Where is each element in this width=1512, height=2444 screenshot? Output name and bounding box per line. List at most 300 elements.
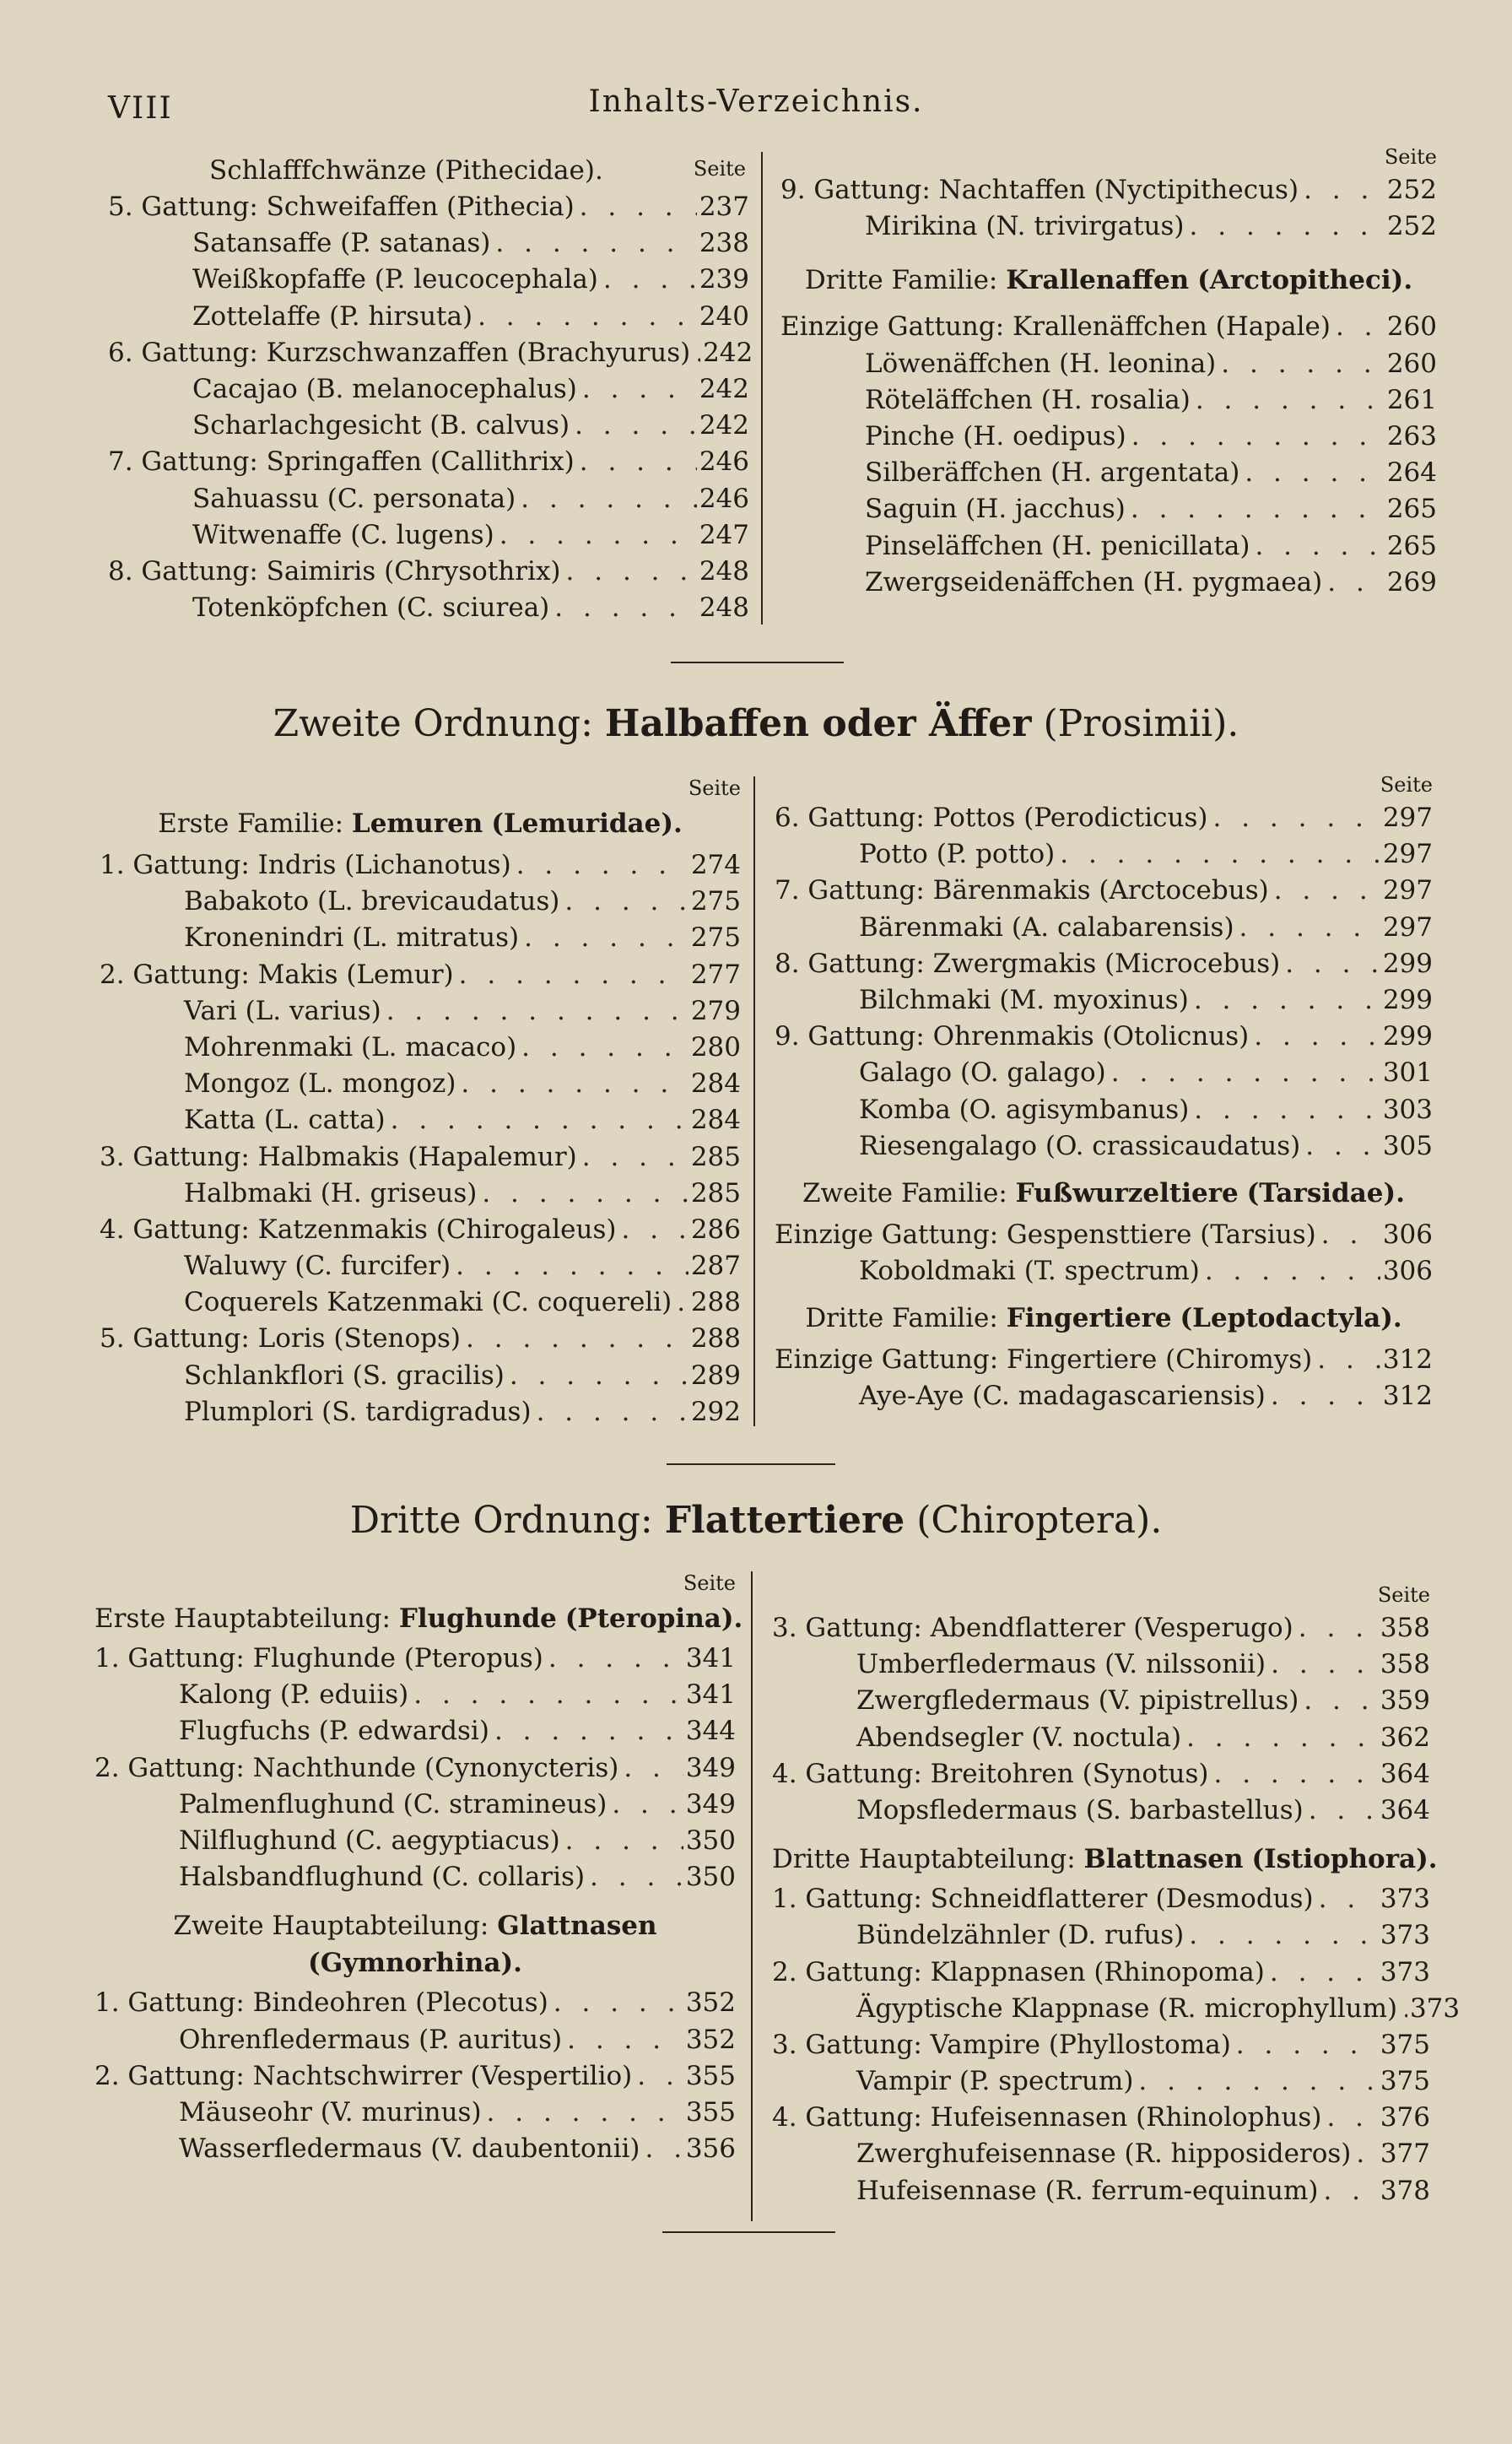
dot-leader — [1293, 1610, 1378, 1646]
entry-label: Katta (L. catta) — [184, 1105, 386, 1136]
genus-entry — [94, 1641, 736, 1677]
dot-leader — [690, 335, 700, 371]
genus-entry — [775, 800, 1433, 836]
page-ref: 264 — [1386, 457, 1437, 489]
genus-entry — [780, 172, 1437, 208]
genus-entry — [775, 946, 1433, 982]
column-divider — [761, 152, 763, 625]
dot-leader — [585, 1859, 683, 1895]
page-ref: 269 — [1386, 566, 1437, 597]
entry-label: 1. Gattung: Indris (Lichanotus) — [100, 850, 511, 880]
page-ref: 275 — [690, 922, 741, 954]
entry-list — [775, 1217, 1433, 1290]
dot-leader — [1299, 172, 1385, 208]
entry-label: Witwenaffe (C. lugens) — [192, 519, 494, 550]
page-ref: 261 — [1386, 384, 1437, 415]
order-prefix: Zweite Ordnung: — [273, 702, 593, 745]
entry-label: 6. Gattung: Kurzschwanzaffen (Brachyurus) — [108, 337, 691, 368]
dot-leader — [1126, 419, 1385, 455]
species-entry — [108, 225, 749, 262]
dot-leader — [1209, 1756, 1379, 1792]
page-ref: 265 — [1386, 530, 1437, 561]
species-entry — [775, 1253, 1433, 1290]
family-heading: Schlafffchwänze (Pithecidae). — [209, 155, 603, 186]
entry-label: Umberfledermaus (V. nilssonii) — [856, 1649, 1266, 1680]
dot-leader — [616, 1212, 688, 1248]
page-ref: 344 — [685, 1716, 736, 1747]
page-ref: 373 — [1380, 1920, 1430, 1951]
species-entry — [780, 455, 1437, 491]
dot-leader — [1133, 2063, 1378, 2100]
entry-label: 9. Gattung: Nachtaffen (Nyctipithecus) — [780, 175, 1299, 205]
dot-leader — [490, 225, 697, 262]
entry-label: 7. Gattung: Springaffen (Callithrix) — [108, 446, 575, 478]
genus-entry — [775, 873, 1433, 909]
entry-label: Einzige Gattung: Gespensttiere (Tarsius) — [775, 1219, 1316, 1250]
species-entry — [100, 1394, 741, 1430]
entry-label: 4. Gattung: Hufeisennasen (Rhinolophus) — [772, 2102, 1322, 2133]
species-entry — [780, 565, 1437, 601]
entry-list — [780, 309, 1437, 601]
dot-leader — [505, 1358, 688, 1394]
dot-leader — [1280, 946, 1380, 982]
entry-label: Coquerels Katzenmaki (C. coquereli) — [184, 1287, 672, 1318]
family-latin: (Pteropina). — [564, 1603, 743, 1634]
dot-leader — [456, 1066, 688, 1102]
family-prefix: Zweite Familie: — [802, 1177, 1007, 1208]
species-entry — [100, 1066, 741, 1102]
species-entry — [772, 1720, 1430, 1756]
page-ref: 279 — [690, 995, 741, 1026]
entry-label: Aye-Aye (C. madagascariensis) — [859, 1381, 1266, 1412]
page-ref: 312 — [1382, 1381, 1433, 1412]
species-entry — [100, 884, 741, 920]
dot-leader — [575, 189, 697, 225]
species-entry — [100, 1358, 741, 1394]
dot-leader — [1397, 1991, 1407, 2027]
dot-leader — [559, 884, 688, 920]
page-ref: 275 — [690, 886, 741, 917]
entry-list — [108, 189, 753, 626]
genus-entry — [772, 1610, 1430, 1646]
entry-label: 3. Gattung: Halbmakis (Hapalemur) — [100, 1141, 577, 1172]
page-ref: 297 — [1382, 911, 1433, 943]
entry-label: Flugfuchs (P. edwardsi) — [179, 1716, 489, 1747]
entry-label: Bärenmaki (A. calabarensis) — [859, 911, 1234, 943]
entry-label: 5. Gattung: Schweifaffen (Pithecia) — [108, 192, 575, 222]
dot-leader — [1126, 491, 1385, 527]
dot-leader — [489, 1713, 683, 1749]
page-ref: 364 — [1380, 1794, 1430, 1825]
entry-label: Einzige Gattung: Krallenäffchen (Hapale) — [780, 311, 1331, 343]
species-entry — [775, 1055, 1433, 1091]
dot-leader — [1239, 455, 1385, 491]
dot-leader — [451, 1248, 688, 1284]
dot-leader — [1231, 2027, 1378, 2063]
short-rule — [671, 662, 844, 663]
page-ref: 299 — [1382, 948, 1433, 979]
page-ref: 248 — [699, 555, 749, 587]
family-heading — [94, 1907, 736, 1982]
entry-label: Weißkopfaffe (P. leucocephala) — [192, 264, 598, 295]
dot-leader — [618, 1750, 683, 1787]
species-entry — [94, 2022, 736, 2058]
family-prefix: Dritte Familie: — [805, 1303, 998, 1334]
entry-label: 9. Gattung: Ohrenmakis (Otolicnus) — [775, 1021, 1250, 1052]
genus-entry — [780, 309, 1437, 345]
dot-leader — [461, 1321, 688, 1357]
page-ref: 359 — [1380, 1685, 1430, 1717]
order2-right-column — [775, 770, 1433, 1415]
page-ref: 373 — [1380, 1956, 1430, 1987]
entry-label: Hufeisennase (R. ferrum-equinum) — [856, 2175, 1319, 2206]
species-entry — [772, 1792, 1430, 1829]
family-prefix: Erste Hauptabteilung: — [94, 1603, 391, 1634]
entry-label: 2. Gattung: Nachthunde (Cynonycteris) — [94, 1752, 619, 1783]
entry-label: Ägyptische Klappnase (R. microphyllum) — [856, 1993, 1398, 2024]
genus-entry — [775, 1019, 1433, 1055]
dot-leader — [1184, 1917, 1378, 1954]
page-ref: 246 — [699, 446, 749, 478]
page-ref: 297 — [1382, 839, 1433, 870]
entry-label: 2. Gattung: Klappnasen (Rhinopoma) — [772, 1956, 1265, 1987]
dot-leader — [1189, 1092, 1380, 1128]
family-name: Fußwurzeltiere — [1015, 1177, 1239, 1208]
dot-leader — [516, 1030, 688, 1066]
species-entry — [772, 1991, 1461, 2027]
entry-label: Bilchmaki (M. myoxinus) — [859, 984, 1189, 1015]
dot-leader — [1331, 309, 1385, 345]
page-ref: 378 — [1380, 2175, 1430, 2206]
entry-label: Zwerghufeisennase (R. hipposideros) — [856, 2138, 1352, 2170]
entry-label: 1. Gattung: Bindeohren (Plecotus) — [94, 1987, 548, 2019]
page-ref: 246 — [699, 483, 749, 514]
page-ref: 352 — [685, 1987, 736, 2019]
genus-entry — [772, 1756, 1430, 1792]
dot-leader — [1351, 2136, 1378, 2172]
entry-list — [772, 1610, 1430, 1829]
dot-leader — [549, 590, 697, 626]
page-ref: 375 — [1380, 2066, 1430, 2097]
page-ref: 356 — [685, 2133, 736, 2165]
family-name: Glattnasen — [497, 1911, 657, 1942]
entry-label: Scharlachgesicht (B. calvus) — [192, 410, 570, 441]
entry-label: Mäuseohr (V. murinus) — [179, 2096, 482, 2128]
order-title — [0, 702, 1512, 745]
dot-leader — [494, 517, 697, 554]
dot-leader — [1312, 1342, 1380, 1378]
page-ref: 288 — [690, 1323, 741, 1354]
family-prefix: Zweite Hauptabteilung: — [173, 1911, 489, 1942]
page-ref: 274 — [690, 850, 741, 880]
page-ref: 289 — [690, 1360, 741, 1391]
family-prefix: Dritte Hauptabteilung: — [772, 1844, 1076, 1875]
entry-list — [775, 1342, 1433, 1414]
entry-label: 1. Gattung: Schneidflatterer (Desmodus) — [772, 1884, 1314, 1915]
page-ref: 299 — [1382, 984, 1433, 1015]
page-ref: 239 — [699, 264, 749, 295]
family-heading — [775, 1175, 1433, 1212]
short-rule — [667, 1463, 835, 1465]
species-entry — [94, 1713, 736, 1749]
entry-label: Babakoto (L. brevicaudatus) — [184, 886, 560, 917]
entry-label: Löwenäffchen (H. leonina) — [865, 348, 1217, 379]
family-latin: (Istiophora). — [1251, 1844, 1438, 1875]
entry-label: Galago (O. galago) — [859, 1057, 1106, 1089]
dot-leader — [482, 2095, 683, 2131]
family-heading — [100, 805, 741, 842]
entry-label: Kronenindri (L. mitratus) — [184, 922, 520, 954]
page-ref: 277 — [690, 959, 741, 990]
entry-label: 8. Gattung: Zwergmakis (Microcebus) — [775, 948, 1281, 979]
dot-leader — [386, 1102, 688, 1138]
species-entry — [108, 408, 749, 444]
page-ref: 303 — [1382, 1094, 1433, 1125]
seite-label: Seite — [688, 776, 741, 800]
dot-leader — [575, 444, 697, 480]
entry-label: Wasserfledermaus (V. daubentonii) — [179, 2133, 640, 2165]
entry-label: Zottelaffe (P. hirsuta) — [192, 300, 473, 332]
entry-label: Plumplori (S. tardigradus) — [184, 1396, 532, 1427]
family-heading — [775, 1300, 1433, 1337]
page-ref: 238 — [699, 228, 749, 259]
family-latin: (Lemuridae). — [491, 808, 683, 839]
dot-leader — [561, 554, 697, 590]
page-ref: 373 — [1409, 1993, 1461, 2024]
dot-leader — [1234, 910, 1380, 946]
entry-list — [94, 1985, 736, 2167]
entry-label: 6. Gattung: Pottos (Perodicticus) — [775, 803, 1208, 833]
page-ref: 292 — [690, 1396, 741, 1427]
species-entry — [94, 2095, 736, 2131]
entry-label: Halsbandflughund (C. collaris) — [179, 1862, 586, 1893]
page-ref: 242 — [703, 337, 753, 368]
species-entry — [100, 1030, 741, 1066]
species-entry — [94, 1787, 736, 1823]
family-prefix: Erste Familie: — [158, 808, 344, 839]
genus-entry — [100, 1139, 741, 1176]
entry-label: Palmenflughund (C. stramineus) — [179, 1788, 608, 1819]
page-ref: 341 — [685, 1643, 736, 1673]
page-ref: 252 — [1386, 175, 1437, 205]
family-heading — [772, 1841, 1438, 1878]
dot-leader — [454, 957, 688, 993]
entry-label: Pinseläffchen (H. penicillata) — [865, 530, 1250, 561]
entry-label: Potto (P. potto) — [859, 839, 1056, 870]
entry-label: Saguin (H. jacchus) — [865, 494, 1126, 525]
entry-label: Totenköpfchen (C. sciurea) — [192, 592, 550, 624]
entry-label: Röteläffchen (H. rosalia) — [865, 384, 1191, 415]
dot-leader — [1266, 1646, 1378, 1683]
top-right-column — [780, 142, 1437, 601]
page-ref: 306 — [1382, 1219, 1433, 1250]
page-ref: 301 — [1382, 1057, 1433, 1089]
dot-leader — [516, 481, 697, 517]
page-number: VIII — [108, 91, 173, 126]
page-ref: 285 — [690, 1177, 741, 1208]
dot-leader — [472, 299, 697, 335]
species-entry — [108, 481, 749, 517]
page-ref: 312 — [1382, 1344, 1433, 1376]
entry-label: Pinche (H. oedipus) — [865, 420, 1126, 451]
entry-label: Cacajao (B. melanocephalus) — [192, 373, 577, 404]
page-ref: 242 — [699, 410, 749, 441]
page-ref: 260 — [1386, 348, 1437, 379]
entry-label: Koboldmaki (T. spectrum) — [859, 1256, 1200, 1287]
species-entry — [108, 299, 749, 335]
page-ref: 285 — [690, 1141, 741, 1172]
species-entry — [100, 920, 741, 956]
species-entry — [780, 419, 1437, 455]
entry-label: Riesengalago (O. crassicaudatus) — [859, 1130, 1301, 1161]
order3-left-column — [94, 1568, 743, 2167]
species-entry — [780, 208, 1437, 245]
page-ref: 286 — [690, 1214, 741, 1245]
dot-leader — [543, 1641, 683, 1677]
species-entry — [772, 1917, 1430, 1954]
entry-label: 4. Gattung: Breitohren (Synotus) — [772, 1758, 1209, 1789]
order-name: Halbaffen oder Äffer — [604, 702, 1032, 745]
column-divider — [751, 1571, 753, 2221]
dot-leader — [1321, 2100, 1378, 2136]
genus-entry — [775, 1342, 1433, 1378]
species-entry — [94, 1677, 736, 1713]
order3-right-column — [772, 1580, 1461, 2209]
page-ref: 349 — [685, 1788, 736, 1819]
entry-label: Kalong (P. eduiis) — [179, 1679, 409, 1711]
entry-label: Mopsfledermaus (S. barbastellus) — [856, 1794, 1304, 1825]
species-entry — [775, 910, 1433, 946]
dot-leader — [560, 1823, 683, 1859]
entry-label: Mohrenmaki (L. macaco) — [184, 1031, 517, 1062]
species-entry — [100, 1102, 741, 1138]
entry-label: Mongoz (L. mongoz) — [184, 1068, 456, 1100]
dot-leader — [1314, 1881, 1378, 1917]
page-ref: 252 — [1386, 211, 1437, 242]
species-entry — [772, 1683, 1430, 1719]
page-ref: 364 — [1380, 1758, 1430, 1789]
species-entry — [775, 836, 1433, 873]
dot-leader — [1266, 1378, 1380, 1414]
page-ref: 263 — [1386, 420, 1437, 451]
entry-label: Komba (O. agisymbanus) — [859, 1094, 1190, 1125]
dot-leader — [548, 1985, 683, 2021]
species-entry — [94, 1823, 736, 1859]
seite-label: Seite — [1377, 1583, 1430, 1607]
dot-leader — [1316, 1217, 1380, 1253]
family-name: Fingertiere — [1006, 1303, 1172, 1334]
seite-label: Seite — [1384, 145, 1437, 169]
genus-entry — [100, 957, 741, 993]
dot-leader — [607, 1787, 683, 1823]
entry-label: Satansaffe (P. satanas) — [192, 228, 491, 259]
genus-entry — [775, 1217, 1433, 1253]
dot-leader — [408, 1677, 683, 1713]
genus-entry — [772, 1955, 1430, 1991]
species-entry — [94, 2131, 736, 2167]
page-ref: 287 — [690, 1251, 741, 1282]
species-entry — [780, 346, 1437, 382]
entry-label: 8. Gattung: Saimiris (Chrysothrix) — [108, 555, 561, 587]
family-heading — [94, 1600, 743, 1637]
genus-entry — [772, 2100, 1430, 2136]
page-ref: 350 — [685, 1862, 736, 1893]
dot-leader — [381, 993, 688, 1030]
dot-leader — [1055, 836, 1380, 873]
species-entry — [775, 1092, 1433, 1128]
page-ref: 373 — [1380, 1884, 1430, 1915]
species-entry — [108, 262, 749, 298]
species-entry — [780, 528, 1437, 565]
entry-label: 3. Gattung: Vampire (Phyllostoma) — [772, 2029, 1231, 2060]
entry-label: Schlankflori (S. gracilis) — [184, 1360, 505, 1391]
page-ref: 376 — [1380, 2102, 1430, 2133]
dot-leader — [511, 847, 688, 884]
species-entry — [780, 382, 1437, 419]
page-ref: 355 — [685, 2096, 736, 2128]
genus-entry — [94, 1750, 736, 1787]
seite-label: Seite — [1380, 773, 1433, 797]
family-name: Flughunde — [398, 1603, 557, 1634]
dot-leader — [532, 1394, 688, 1430]
species-entry — [772, 1646, 1430, 1683]
species-entry — [775, 1378, 1433, 1414]
page-ref: 362 — [1380, 1722, 1430, 1753]
dot-leader — [1189, 982, 1380, 1019]
page-ref: 306 — [1382, 1256, 1433, 1287]
family-name: Lemuren — [351, 808, 483, 839]
dot-leader — [1106, 1055, 1380, 1091]
entry-label: Ohrenfledermaus (P. auritus) — [179, 2024, 563, 2055]
entry-label: Halbmaki (H. griseus) — [184, 1177, 478, 1208]
species-entry — [100, 1176, 741, 1212]
entry-label: 3. Gattung: Abendflatterer (Vesperugo) — [772, 1613, 1293, 1643]
family-latin: (Tarsidae). — [1246, 1177, 1405, 1208]
running-title: Inhalts-Verzeichnis. — [588, 84, 924, 119]
order-title — [0, 1499, 1512, 1542]
species-entry — [108, 590, 749, 626]
family-prefix: Dritte Familie: — [804, 265, 998, 296]
species-entry — [100, 1248, 741, 1284]
dot-leader — [1299, 1683, 1378, 1719]
page-ref: 260 — [1386, 311, 1437, 343]
genus-entry — [94, 2058, 736, 2095]
dot-leader — [1269, 873, 1380, 909]
genus-entry — [108, 335, 753, 371]
species-entry — [772, 2136, 1430, 2172]
seite-label: Seite — [683, 1571, 736, 1595]
dot-leader — [1318, 2173, 1378, 2209]
dot-leader — [1265, 1955, 1378, 1991]
entry-list — [772, 1881, 1461, 2209]
family-latin: (Leptodactyla). — [1180, 1303, 1402, 1334]
entry-label: Waluwy (C. furcifer) — [184, 1251, 451, 1282]
dot-leader — [1200, 1253, 1380, 1290]
species-entry — [780, 491, 1437, 527]
entry-label: Einzige Gattung: Fingertiere (Chiromys) — [775, 1344, 1313, 1376]
genus-entry — [772, 2027, 1430, 2063]
order-latin: (Chiroptera). — [916, 1499, 1163, 1542]
family-name: Blattnasen — [1083, 1844, 1244, 1875]
entry-label: Bündelzähnler (D. rufus) — [856, 1920, 1185, 1951]
species-entry — [108, 371, 749, 408]
dot-leader — [672, 1284, 688, 1321]
entry-label: 1. Gattung: Flughunde (Pteropus) — [94, 1643, 543, 1673]
dot-leader — [519, 920, 688, 956]
species-entry — [772, 2063, 1430, 2100]
species-entry — [100, 993, 741, 1030]
species-entry — [775, 982, 1433, 1019]
